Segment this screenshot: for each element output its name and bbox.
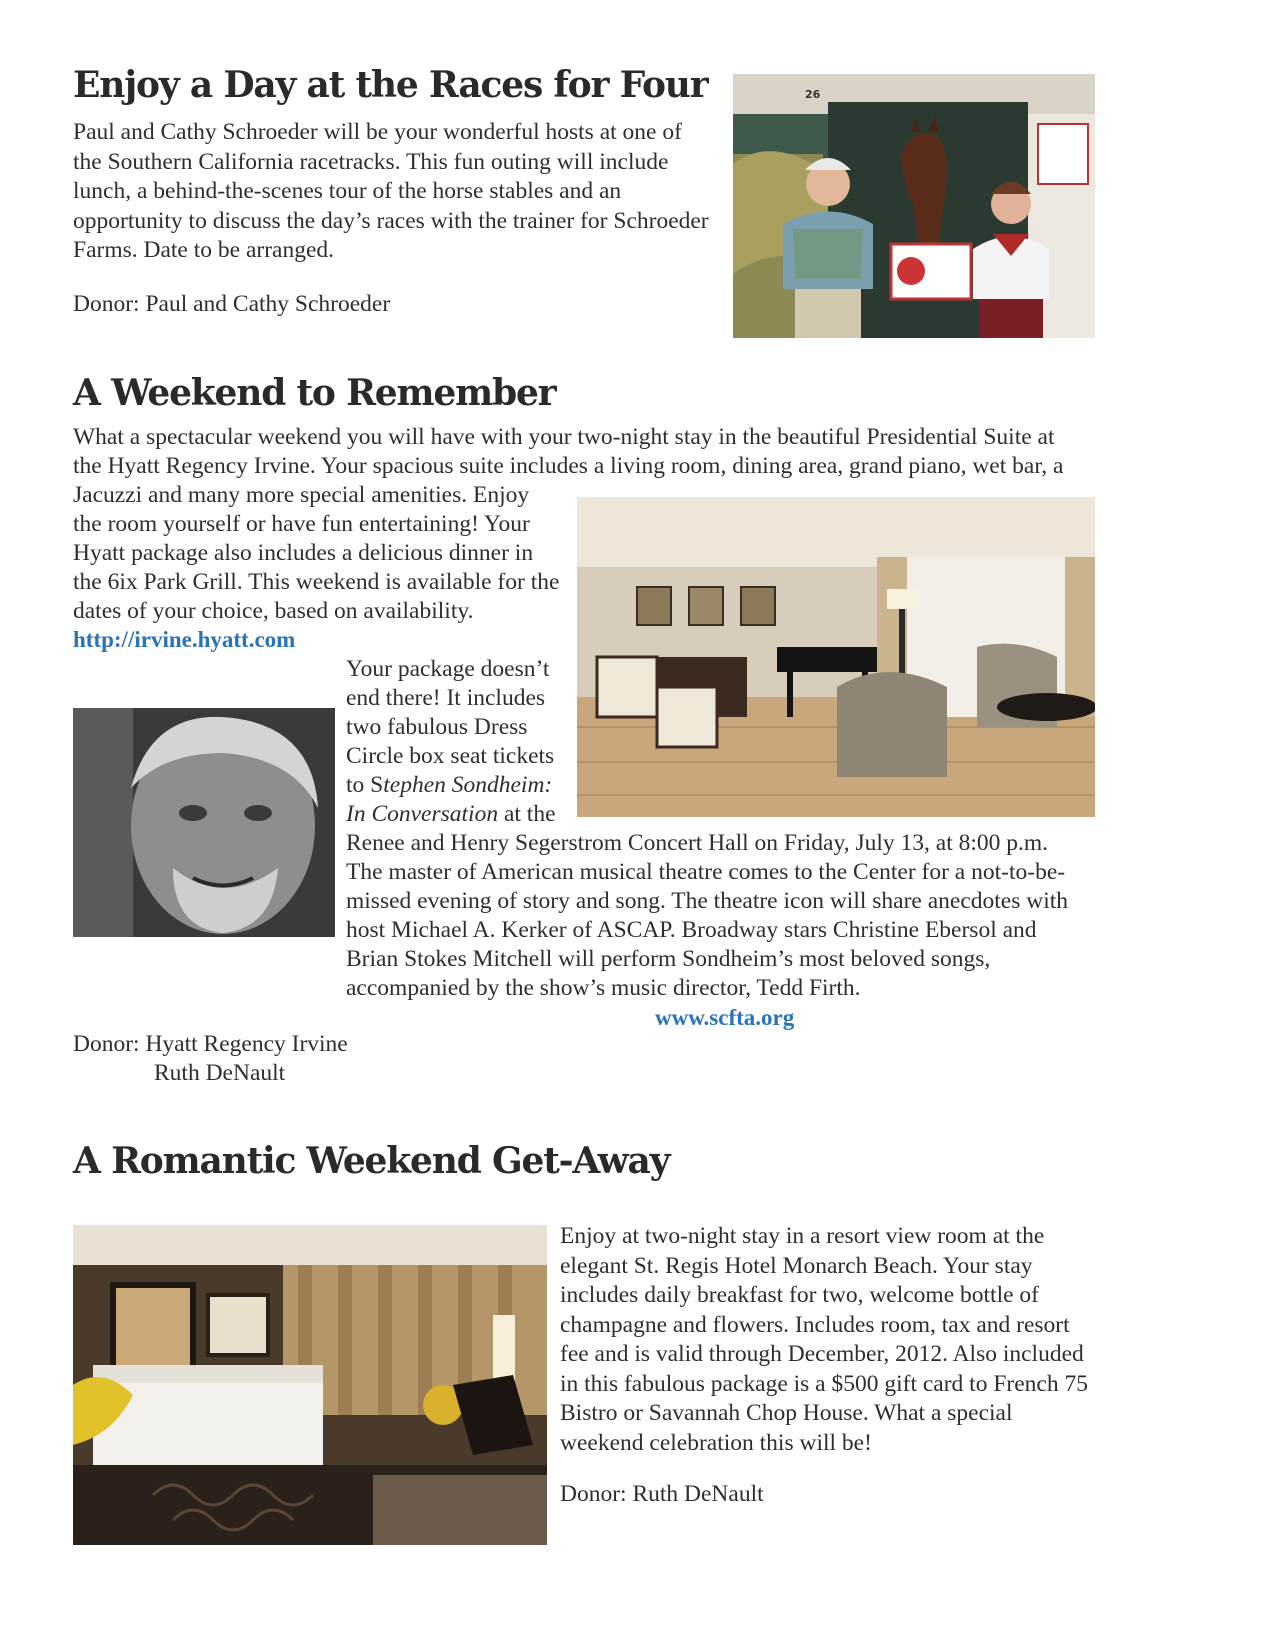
package-line-1: Your package doesn’t xyxy=(346,656,550,682)
package-line-5 xyxy=(346,771,552,801)
weekend-donor-line-1: Donor: Hyatt Regency Irvine xyxy=(73,1031,348,1057)
romantic-body: Enjoy at two-night stay in a resort view room at the elegant St. Regis Hotel Monarch Beach. Your stay includes daily breakfast for two, welcome bottle of champagne and flowers. Includes room, tax and resort fee and is valid through December, 2012. Also included in this fabulous package is a $500 gift card to French 75 Bistro or Savannah Chop House. What a special weekend celebration this will be! xyxy=(560,1223,1088,1456)
resort-room-photo xyxy=(73,1225,547,1545)
package-line-3: two fabulous Dress xyxy=(346,714,528,740)
suite-photo xyxy=(577,497,1095,817)
stall-number-sign: 26 xyxy=(805,88,821,101)
weekend-line-6: the 6ix Park Grill. This weekend is available for the xyxy=(73,569,560,595)
concert-line-2: The master of American musical theatre comes to the Center for a not-to-be- xyxy=(346,859,1066,885)
show-title-part-1: tephen Sondheim: xyxy=(383,772,553,798)
package-line-4: Circle box seat tickets xyxy=(346,743,555,769)
show-title-part-2: In Conversation xyxy=(346,801,499,827)
package-line-6 xyxy=(346,800,556,830)
concert-line-1: Renee and Henry Segerstrom Concert Hall on Friday, July 13, at 8:00 p.m. xyxy=(346,830,1049,856)
concert-line-6: accompanied by the show’s music director, Tedd Firth. xyxy=(346,975,861,1001)
races-body: Paul and Cathy Schroeder will be your wonderful hosts at one of the Southern California racetracks. This fun outing will include lunch, a behind-the-scenes tour of the horse stables and an opportunity to discuss the day’s races with the trainer for Schroeder Farms. Date to be arranged. xyxy=(73,119,709,263)
races-title: Enjoy a Day at the Races for Four xyxy=(73,64,708,106)
concert-line-3: missed evening of story and song. The theatre icon will share anecdotes with xyxy=(346,888,1069,914)
weekend-title: A Weekend to Remember xyxy=(73,372,556,414)
weekend-line-4: the room yourself or have fun entertaining! Your xyxy=(73,511,530,537)
weekend-donor-line-2: Ruth DeNault xyxy=(154,1060,286,1086)
sondheim-photo xyxy=(73,708,335,937)
to-prefix: to S xyxy=(346,772,384,798)
races-photo xyxy=(733,74,1095,338)
weekend-line-7: dates of your choice, based on availability. xyxy=(73,598,474,624)
concert-line-5: Brian Stokes Mitchell will perform Sondheim’s most beloved songs, xyxy=(346,946,991,972)
races-donor: Donor: Paul and Cathy Schroeder xyxy=(73,291,391,317)
romantic-donor: Donor: Ruth DeNault xyxy=(560,1481,764,1507)
weekend-line-1: What a spectacular weekend you will have with your two-night stay in the beautiful Presidential Suite at xyxy=(73,424,1055,450)
weekend-line-5: Hyatt package also includes a delicious dinner in xyxy=(73,540,534,566)
romantic-title: A Romantic Weekend Get-Away xyxy=(73,1140,670,1182)
scfta-link[interactable]: www.scfta.org xyxy=(655,1005,795,1030)
concert-line-4: host Michael A. Kerker of ASCAP. Broadway stars Christine Ebersol and xyxy=(346,917,1037,943)
hyatt-link[interactable]: http://irvine.hyatt.com xyxy=(73,627,296,652)
at-the: at the xyxy=(498,801,556,827)
weekend-line-3: Jacuzzi and many more special amenities. Enjoy xyxy=(73,482,530,508)
package-line-2: end there! It includes xyxy=(346,685,546,711)
weekend-line-2: the Hyatt Regency Irvine. Your spacious suite includes a living room, dining area, grand piano, wet bar, a xyxy=(73,453,1064,479)
